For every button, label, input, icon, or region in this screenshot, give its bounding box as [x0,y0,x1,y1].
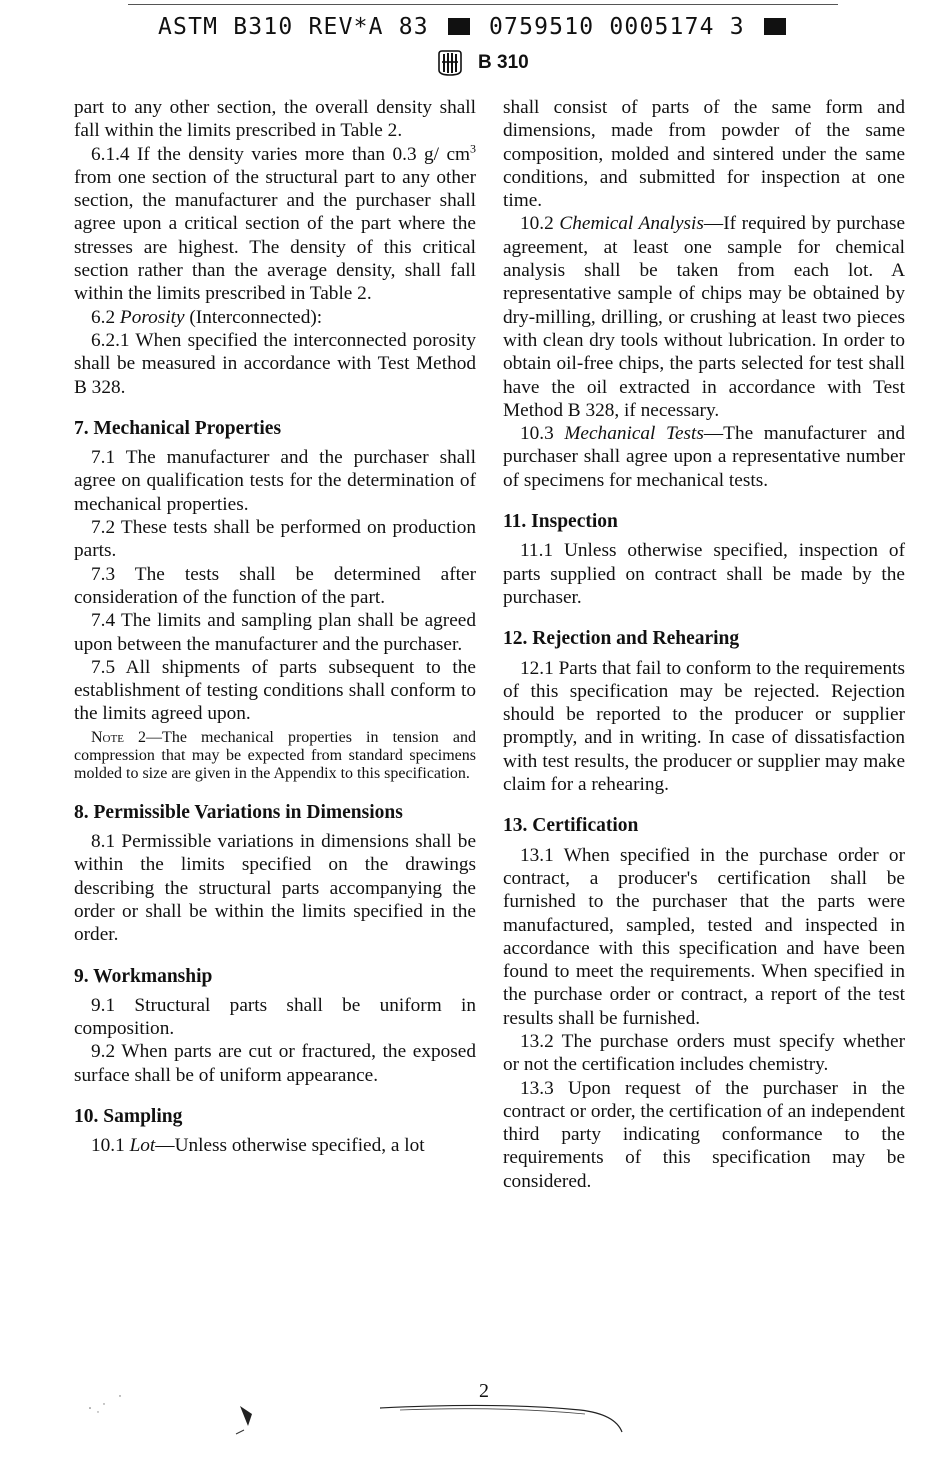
footer-scan-mark [380,1400,630,1440]
paragraph-9-1: 9.1 Structural parts shall be uniform in composition. [74,994,476,1040]
header-code-part2: 0759510 0005174 3 [488,14,745,40]
header-code-part1: ASTM B310 REV*A 83 [158,14,429,40]
paragraph-12-1: 12.1 Parts that fail to conform to the requirements of this specification may be rejected. Rejection should be reported to the producer or supplier promptly, and in writing. In case of dissatisfaction with test results, the producer or supplier may make claim for a rehearing. [503,657,905,796]
paragraph-10-3: 10.3 Mechanical Tests—The manufacturer and purchaser shall agree upon a representative number of specimens for mechanical tests. [503,423,906,491]
paragraph-11-1: 11.1 Unless otherwise specified, inspection of parts supplied on contract shall be made by the purchaser. [503,540,905,608]
paragraph-6-1-4: 6.1.4 If the density varies more than 0.3 g/ $cm^3$ from one section of the structural part to any other section, the manufacturer and the purchaser shall agree upon a critical section of the part where the stresses are highest. The density of this critical section rather than the average density, shall fall within the limits prescribed in Table 2. [74,141,476,305]
left-column [74,96,476,1158]
section-heading-12: 12. Rejection and Rehearing [503,628,740,650]
scan-noise-mark [80,1388,140,1418]
black-block-mark [448,18,470,35]
paragraph-13-3: 13.3 Upon request of the purchaser in the contract or order, the certification of an independent third party indicating conformance to the requirements of this specification may be considered. [503,1077,905,1192]
section-heading-7: 7. Mechanical Properties [74,417,282,439]
top-rule [128,4,838,5]
right-column [503,96,905,1193]
paragraph-7-5: 7.5 All shipments of parts subsequent to the establishment of testing conditions shall conform to the limits agreed upon. [74,656,476,725]
paragraph-13-2: 13.2 The purchase orders must specify whether or not the certification includes chemistry. [503,1030,905,1076]
paragraph-10-2: 10.2 Chemical Analysis—If required by purchase agreement, at least one sample for chemical analysis shall be taken from each lot. A representative sample of chips may be obtained by dry-milling, drilling, or crushing at least two pieces with clean dry tools without lubrication. In order to obtain oil-free chips, the parts selected for test shall have the oil extracted in accordance with Test Method B 328, if necessary. [503,213,905,421]
paragraph-7-1: 7.1 The manufacturer and the purchaser shall agree on qualification tests for the determination of mechanical properties. [74,447,476,515]
paragraph-6-2-1: 6.2.1 When specified the interconnected porosity shall be measured in accordance with Test Method B 328. [74,329,476,398]
scan-noise-mark [234,1400,264,1440]
section-heading-10: 10. Sampling [74,1105,183,1127]
section-heading-13: 13. Certification [503,815,639,837]
astm-logo-icon [436,50,464,76]
section-heading-9: 9. Workmanship [74,965,213,987]
paragraph-7-3: 7.3 The tests shall be determined after consideration of the function of the part. [74,563,476,608]
section-heading-11: 11. Inspection [503,511,618,533]
paragraph-7-2: 7.2 These tests shall be performed on production parts. [74,517,476,562]
designation-label: B 310 [478,52,529,73]
paragraph-9-2: 9.2 When parts are cut or fractured, the exposed surface shall be of uniform appearance. [74,1041,476,1086]
subsection-6-2: 6.2 Porosity (Interconnected): [91,306,323,328]
paragraph-7-4: 7.4 The limits and sampling plan shall be agreed upon between the manufacturer and the purchaser. [74,610,476,655]
paragraph-10-1: 10.1 Lot—Unless otherwise specified, a lot [91,1135,425,1157]
black-block-mark [764,18,786,35]
paragraph-13-1: 13.1 When specified in the purchase order or contract, a producer's certification shall be furnished to the purchaser that the parts were manufactured, sampled, tested and inspected in accordance with this specification and have been found to meet the requirements. When specified in the purchase order or contract, a report of the test results shall be furnished. [503,844,905,1029]
paragraph-8-1: 8.1 Permissible variations in dimensions shall be within the limits specified on the drawings describing the structural parts accompanying the order or shall be within the limits specified in the order. [74,831,476,946]
paragraph: shall consist of parts of the same form and dimensions, made from powder of the same composition, molded and sintered under the same conditions, and submitted for inspection at one time. [503,97,905,212]
header-document-code [158,14,790,40]
paragraph: part to any other section, the overall density shall fall within the limits prescribed in Table 2. [74,97,476,142]
page-number: 2 [479,1380,489,1402]
section-heading-8: 8. Permissible Variations in Dimensions [74,801,403,823]
note-2: Note 2—The mechanical properties in tension and compression that may be expected from standard specimens molded to size are given in the Appendix to this specification. [74,728,477,782]
